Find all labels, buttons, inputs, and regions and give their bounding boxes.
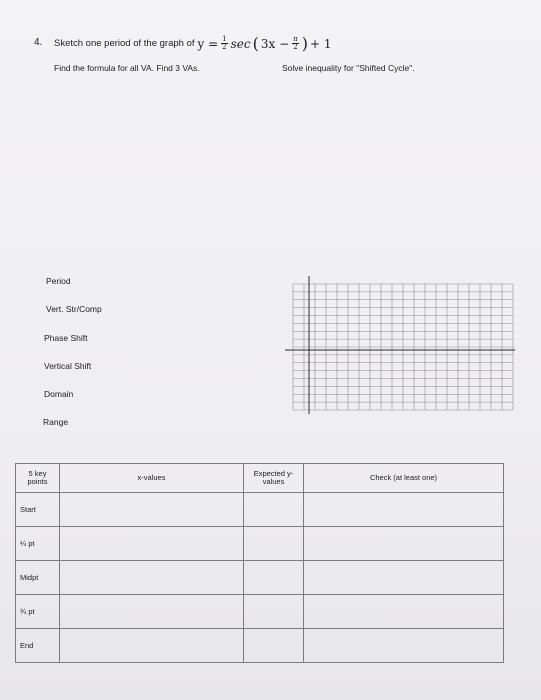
key-points-table xyxy=(15,463,504,663)
question-number: 4. xyxy=(34,37,43,48)
graph-grid[interactable] xyxy=(285,276,517,416)
equation-function: sec xyxy=(230,36,251,51)
label-domain: Domain xyxy=(44,389,74,399)
x-value-cell[interactable] xyxy=(60,595,244,629)
check-cell[interactable] xyxy=(304,561,504,595)
question-prompt-line xyxy=(54,33,332,53)
row-label-quarter: ¼ pt xyxy=(16,527,60,561)
grid-lines xyxy=(293,284,513,410)
label-range: Range xyxy=(43,417,69,427)
equation-argument: 3x − xyxy=(260,36,290,51)
row-label-three-quarter: ¾ pt xyxy=(16,595,60,629)
row-label-midpoint: Midpt xyxy=(16,561,60,595)
shift-fraction xyxy=(292,36,299,51)
check-cell[interactable] xyxy=(304,629,504,663)
x-value-cell[interactable] xyxy=(60,629,244,663)
table-row xyxy=(16,595,504,629)
instruction-left: Find the formula for all VA. Find 3 VAs. xyxy=(54,63,200,73)
shift-denominator: 2 xyxy=(293,43,298,51)
question-prompt: Sketch one period of the graph of xyxy=(54,38,195,49)
shift-numerator: π xyxy=(293,35,298,43)
table-row xyxy=(16,629,504,663)
label-vert-str-comp: Vert. Str/Comp xyxy=(46,304,102,314)
x-value-cell[interactable] xyxy=(60,493,244,527)
y-value-cell[interactable] xyxy=(244,561,304,595)
check-cell[interactable] xyxy=(304,595,504,629)
equation-tail: + 1 xyxy=(310,36,332,51)
close-paren: ) xyxy=(301,33,308,53)
check-cell[interactable] xyxy=(304,493,504,527)
table-row xyxy=(16,493,504,527)
table-row xyxy=(16,561,504,595)
row-label-end: End xyxy=(16,629,60,663)
row-label-start: Start xyxy=(16,493,60,527)
secant-equation xyxy=(197,33,332,53)
header-key-points: 5 key points xyxy=(16,464,60,493)
equation-lhs: y = xyxy=(197,36,219,51)
coefficient-fraction xyxy=(221,36,227,51)
x-value-cell[interactable] xyxy=(60,561,244,595)
open-paren: ( xyxy=(252,33,259,53)
label-period: Period xyxy=(46,276,71,286)
coefficient-denominator: 2 xyxy=(222,43,227,51)
coefficient-numerator: 1 xyxy=(222,35,227,43)
table-row xyxy=(16,527,504,561)
y-value-cell[interactable] xyxy=(244,493,304,527)
header-expected-y: Expected y-values xyxy=(244,464,304,493)
instruction-right: Solve inequality for "Shifted Cycle". xyxy=(282,63,415,73)
y-value-cell[interactable] xyxy=(244,629,304,663)
header-check: Check (at least one) xyxy=(304,464,504,493)
header-x-values: x-values xyxy=(60,464,244,493)
y-value-cell[interactable] xyxy=(244,527,304,561)
label-vertical-shift: Vertical Shift xyxy=(44,361,92,371)
y-value-cell[interactable] xyxy=(244,595,304,629)
label-phase-shift: Phase Shift xyxy=(44,333,88,343)
check-cell[interactable] xyxy=(304,527,504,561)
x-value-cell[interactable] xyxy=(60,527,244,561)
